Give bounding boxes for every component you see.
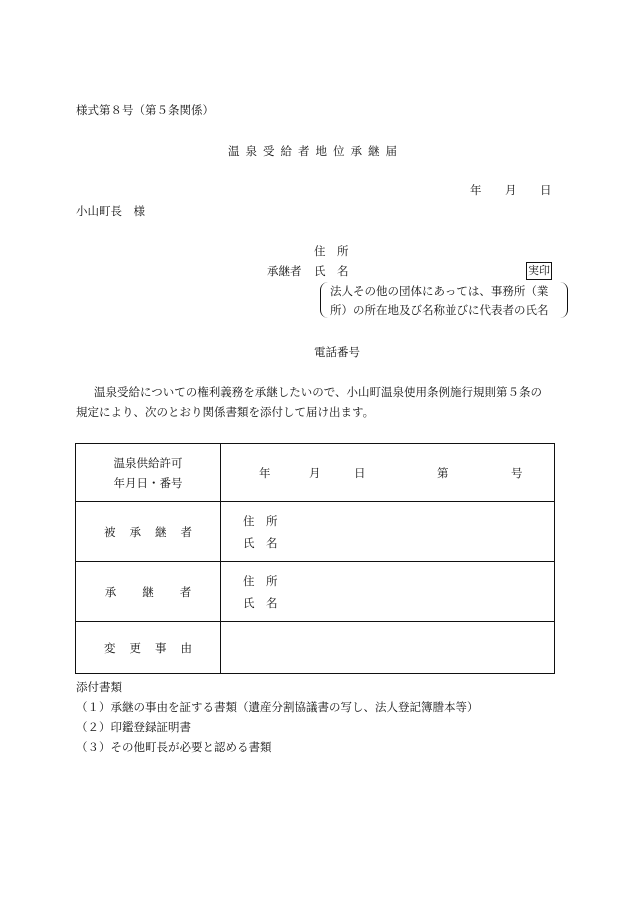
document-title: 温泉受給者地位承継届: [228, 144, 403, 158]
attachments-heading: 添付書類: [76, 680, 122, 694]
applicant-address-label: 住 所: [314, 244, 349, 258]
attachment-item-2: （２）印鑑登録証明書: [76, 720, 191, 734]
body-text-line1: 温泉受給についての権利義務を承継したいので、小山町温泉使用条例施行規則第５条の: [94, 385, 543, 399]
body-text-line2: 規定により、次のとおり関係書類を添付して届け出ます。: [76, 405, 375, 419]
permit-year-label: 年: [259, 465, 271, 480]
applicant-name-label: 氏 名: [314, 264, 349, 278]
reason-value-cell: [221, 622, 555, 674]
predecessor-address-label: 住 所: [243, 513, 278, 528]
successor-address-label: 住 所: [243, 573, 278, 588]
permit-label-line1: 温泉供給許可: [113, 455, 183, 470]
permit-number-prefix: 第: [437, 465, 449, 480]
permit-date-number-cell: [221, 444, 555, 502]
permit-day-label: 日: [354, 465, 366, 480]
table-row-reason: [76, 622, 555, 674]
applicant-role-label: 承継者: [267, 264, 302, 278]
seal-mark: 実印: [526, 262, 552, 280]
successor-label: 承継者: [104, 584, 218, 599]
corporate-note-line1: 法人その他の団体にあっては、事務所（業: [330, 284, 549, 298]
successor-info-cell: [221, 562, 555, 622]
predecessor-label: 被承継者: [104, 524, 206, 539]
reason-label: 変更事由: [104, 640, 206, 655]
permit-number-suffix: 号: [511, 465, 523, 480]
date-month-label: 月: [505, 183, 517, 197]
successor-name-label: 氏 名: [243, 595, 278, 610]
corporate-note-line2: 所）の所在地及び名称並びに代表者の氏名: [330, 303, 549, 317]
attachment-item-1: （１）承継の事由を証する書類（遺産分割協議書の写し、法人登記簿謄本等）: [76, 700, 479, 714]
phone-label: 電話番号: [314, 345, 360, 359]
table-row-permit: [76, 444, 555, 502]
attachment-item-3: （３）その他町長が必要と認める書類: [76, 740, 272, 754]
permit-label-line2: 年月日・番号: [113, 475, 183, 490]
addressee: 小山町長 様: [76, 204, 145, 218]
predecessor-info-cell: [221, 502, 555, 562]
permit-label-cell: [76, 444, 221, 502]
reason-label-cell: [76, 622, 221, 674]
form-number: 様式第８号（第５条関係）: [76, 103, 214, 117]
date-day-label: 日: [540, 183, 552, 197]
successor-label-cell: [76, 562, 221, 622]
date-year-label: 年: [470, 183, 482, 197]
table-row-successor: [76, 562, 555, 622]
predecessor-label-cell: [76, 502, 221, 562]
application-table: [75, 443, 555, 674]
table-row-predecessor: [76, 502, 555, 562]
predecessor-name-label: 氏 名: [243, 535, 278, 550]
permit-month-label: 月: [309, 465, 321, 480]
